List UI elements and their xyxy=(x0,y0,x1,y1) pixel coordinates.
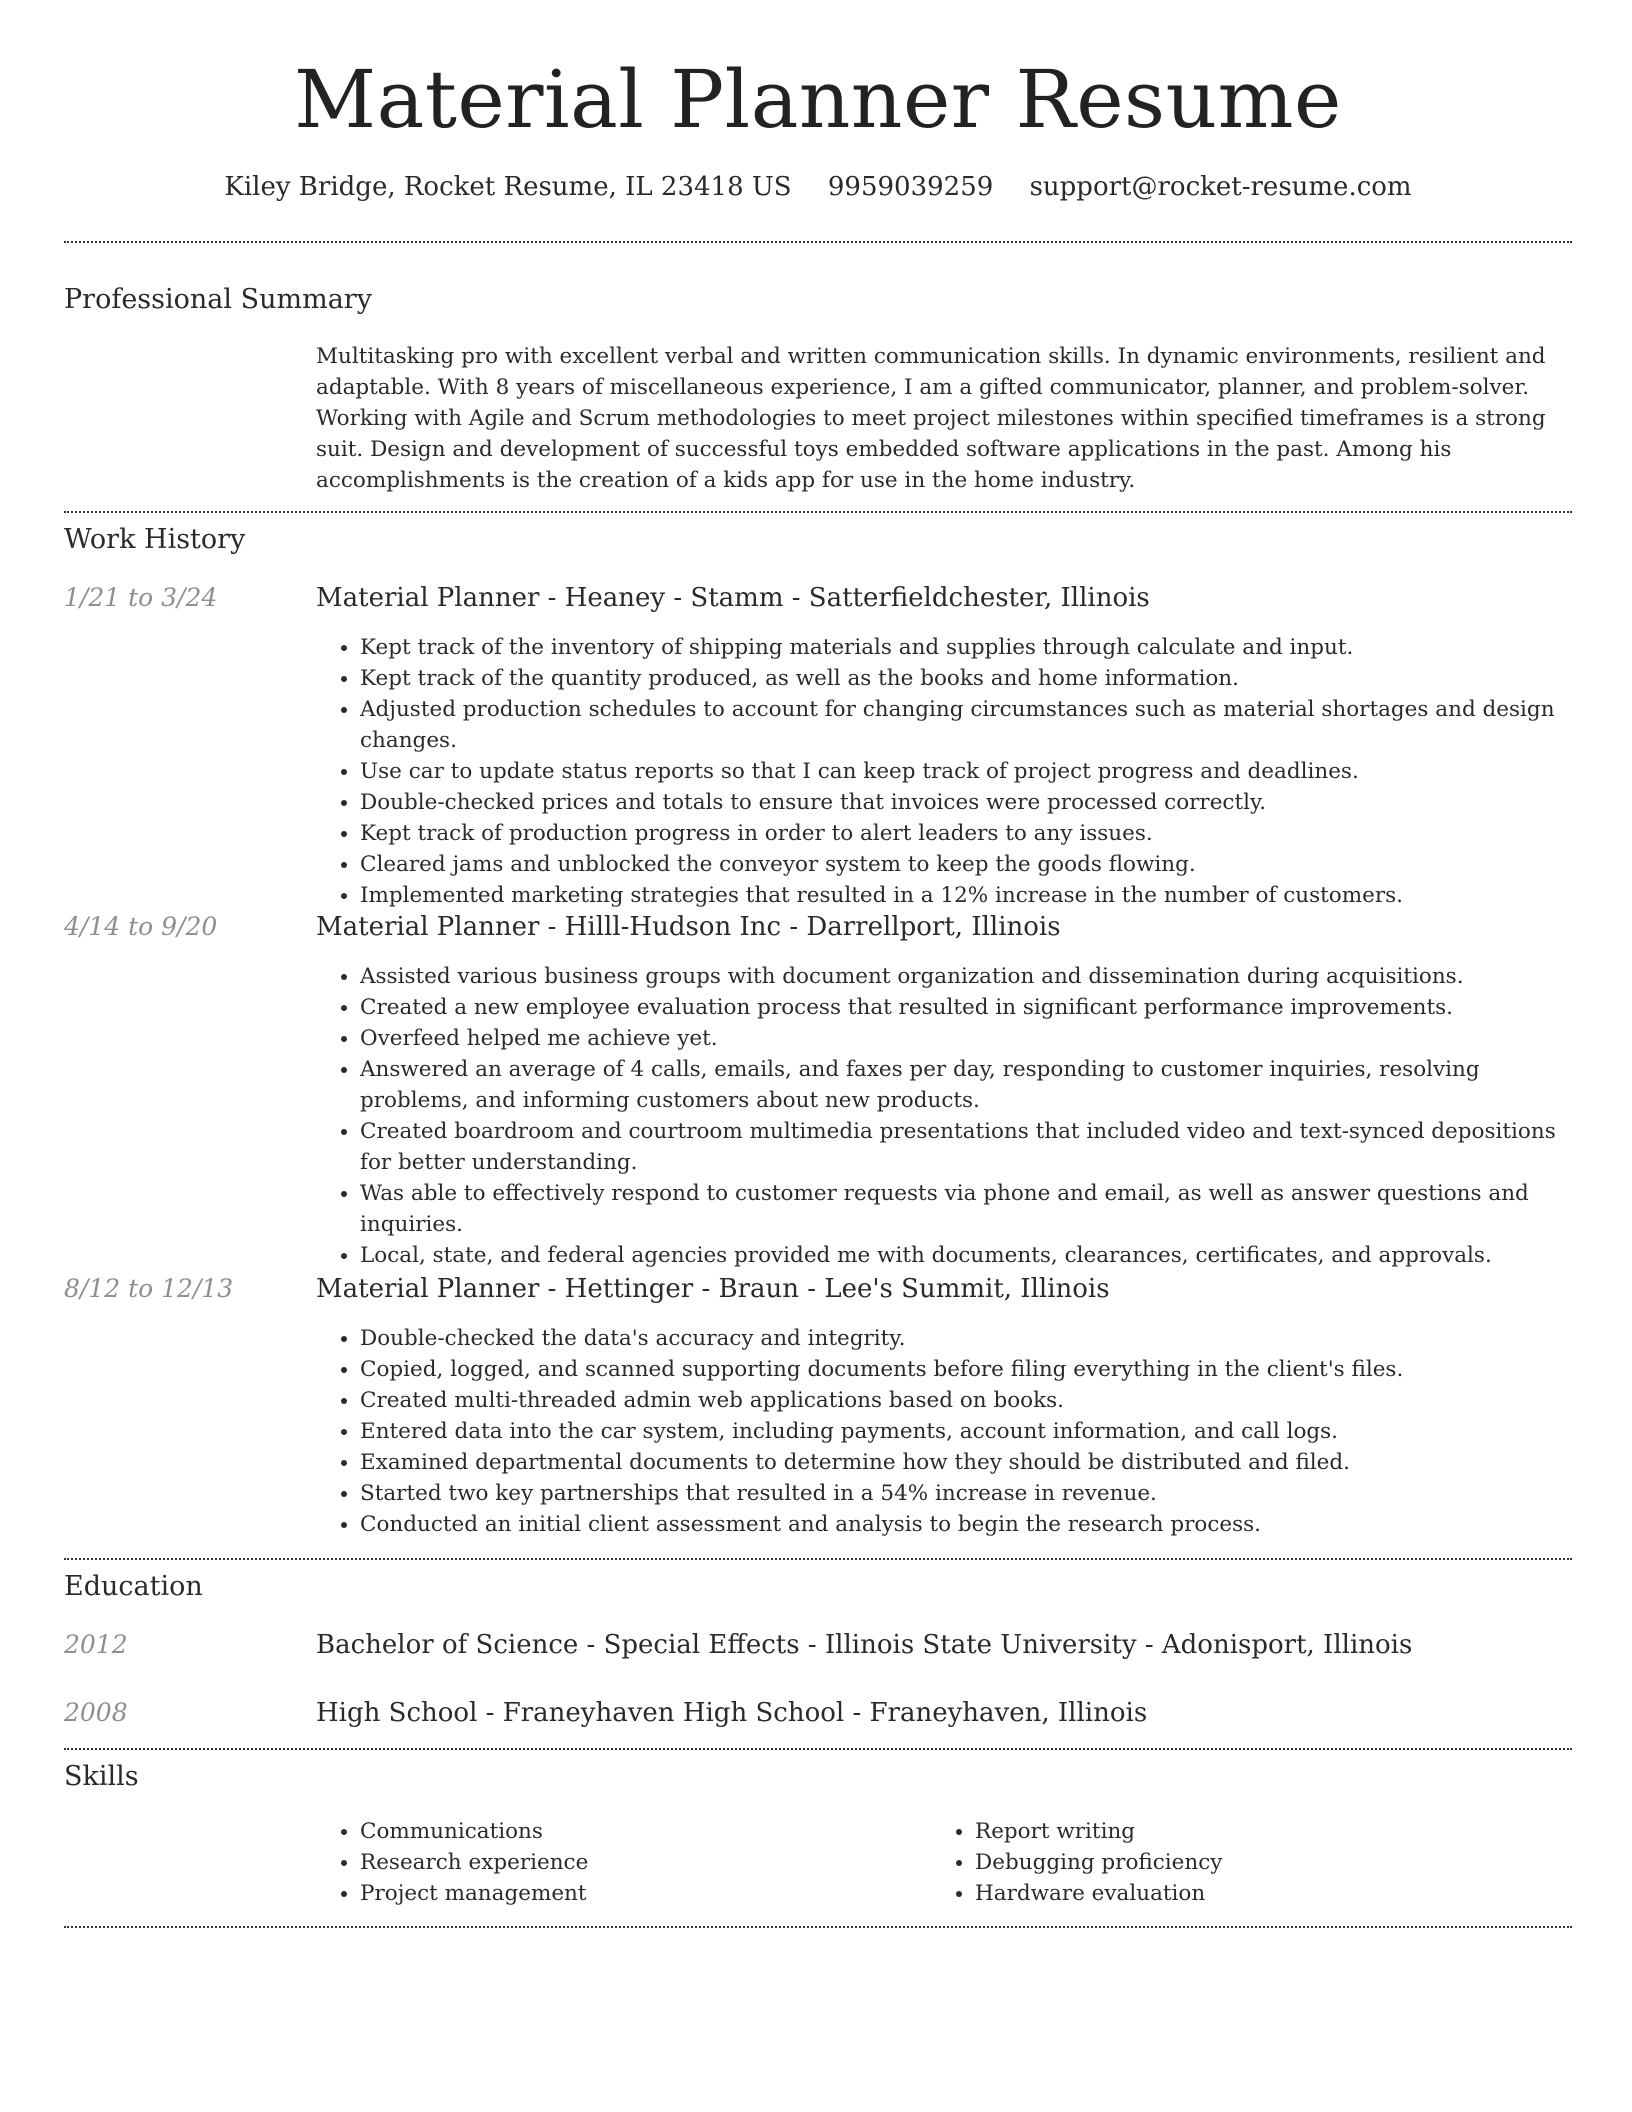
skill-item: • Project management xyxy=(360,1878,876,1909)
contact-email: support@rocket-resume.com xyxy=(1029,172,1412,202)
job-bullets xyxy=(316,1323,1572,1540)
education-heading: Education xyxy=(64,1571,203,1602)
job-bullet: • Kept track of the inventory of shipping materials and supplies through calculate and input. xyxy=(360,632,1572,663)
job-dates: 1/21 to 3/24 xyxy=(64,583,218,612)
resume-page xyxy=(64,0,1572,2112)
education-title: High School - Franeyhaven High School - Franeyhaven, Illinois xyxy=(316,1698,1148,1728)
resume-title: Material Planner Resume xyxy=(294,53,1342,146)
job-title: Material Planner - Hilll-Hudson Inc - Darrellport, Illinois xyxy=(316,912,1061,942)
skill-item: • Debugging proficiency xyxy=(975,1847,1491,1878)
job-bullet: • Double-checked the data's accuracy and integrity. xyxy=(360,1323,1572,1354)
summary-heading: Professional Summary xyxy=(64,284,372,315)
skills-heading: Skills xyxy=(64,1761,139,1792)
section-divider xyxy=(64,511,1572,513)
job-bullet: • Adjusted production schedules to account for changing circumstances such as material shortages and design changes. xyxy=(360,694,1572,756)
job-bullet: • Cleared jams and unblocked the conveyor system to keep the goods flowing. xyxy=(360,849,1572,880)
skills-list-right xyxy=(931,1816,1491,1909)
job-bullet: • Created a new employee evaluation process that resulted in significant performance improvements. xyxy=(360,992,1572,1023)
education-title: Bachelor of Science - Special Effects - Illinois State University - Adonisport, Illinois xyxy=(316,1630,1413,1660)
job-bullet: • Created multi-threaded admin web applications based on books. xyxy=(360,1385,1572,1416)
job-bullet: • Entered data into the car system, including payments, account information, and call logs. xyxy=(360,1416,1572,1447)
education-year: 2008 xyxy=(64,1698,128,1727)
section-divider xyxy=(64,1558,1572,1560)
job-bullet: • Implemented marketing strategies that resulted in a 12% increase in the number of customers. xyxy=(360,880,1572,911)
contact-phone: 9959039259 xyxy=(827,172,994,202)
skill-item: • Report writing xyxy=(975,1816,1491,1847)
job-bullets xyxy=(316,961,1572,1271)
section-divider xyxy=(64,1748,1572,1750)
section-divider xyxy=(64,241,1572,243)
job-bullet: • Examined departmental documents to determine how they should be distributed and filed. xyxy=(360,1447,1572,1478)
job-dates: 4/14 to 9/20 xyxy=(64,912,218,941)
contact-address: Kiley Bridge, Rocket Resume, IL 23418 US xyxy=(224,172,792,202)
job-bullet: • Overfeed helped me achieve yet. xyxy=(360,1023,1572,1054)
summary-text: Multitasking pro with excellent verbal and written communication skills. In dynamic environments, resilient and adaptable. With 8 years of miscellaneous experience, I am a gifted communicator, planner, and problem-solver. Working with Agile and Scrum methodologies to meet project milestones within specified timeframes is a strong suit. Design and development of successful toys embedded software applications in the past. Among his accomplishments is the creation of a kids app for use in the home industry. xyxy=(316,344,1546,493)
work-heading: Work History xyxy=(64,524,246,555)
job-bullet: • Was able to effectively respond to customer requests via phone and email, as well as answer questions and inquiries. xyxy=(360,1178,1572,1240)
job-bullet: • Created boardroom and courtroom multimedia presentations that included video and text-synced depositions for better understanding. xyxy=(360,1116,1572,1178)
job-bullet: • Use car to update status reports so that I can keep track of project progress and deadlines. xyxy=(360,756,1572,787)
job-dates: 8/12 to 12/13 xyxy=(64,1274,234,1303)
section-divider xyxy=(64,1926,1572,1928)
skill-item: • Communications xyxy=(360,1816,876,1847)
job-bullet: • Kept track of production progress in order to alert leaders to any issues. xyxy=(360,818,1572,849)
skill-item: • Research experience xyxy=(360,1847,876,1878)
job-bullet: • Kept track of the quantity produced, as well as the books and home information. xyxy=(360,663,1572,694)
contact-line xyxy=(64,170,1572,204)
job-title: Material Planner - Heaney - Stamm - Satterfieldchester, Illinois xyxy=(316,583,1150,613)
job-bullet: • Copied, logged, and scanned supporting documents before filing everything in the client's files. xyxy=(360,1354,1572,1385)
job-bullets xyxy=(316,632,1572,911)
education-year: 2012 xyxy=(64,1630,128,1659)
job-bullet: • Assisted various business groups with document organization and dissemination during acquisitions. xyxy=(360,961,1572,992)
job-bullet: • Conducted an initial client assessment and analysis to begin the research process. xyxy=(360,1509,1572,1540)
job-title: Material Planner - Hettinger - Braun - Lee's Summit, Illinois xyxy=(316,1274,1110,1304)
job-bullet: • Local, state, and federal agencies provided me with documents, clearances, certificates, and approvals. xyxy=(360,1240,1572,1271)
skill-item: • Hardware evaluation xyxy=(975,1878,1491,1909)
job-bullet: • Answered an average of 4 calls, emails, and faxes per day, responding to customer inquiries, resolving problems, and informing customers about new products. xyxy=(360,1054,1572,1116)
skills-list-left xyxy=(316,1816,876,1909)
job-bullet: • Started two key partnerships that resulted in a 54% increase in revenue. xyxy=(360,1478,1572,1509)
job-bullet: • Double-checked prices and totals to ensure that invoices were processed correctly. xyxy=(360,787,1572,818)
